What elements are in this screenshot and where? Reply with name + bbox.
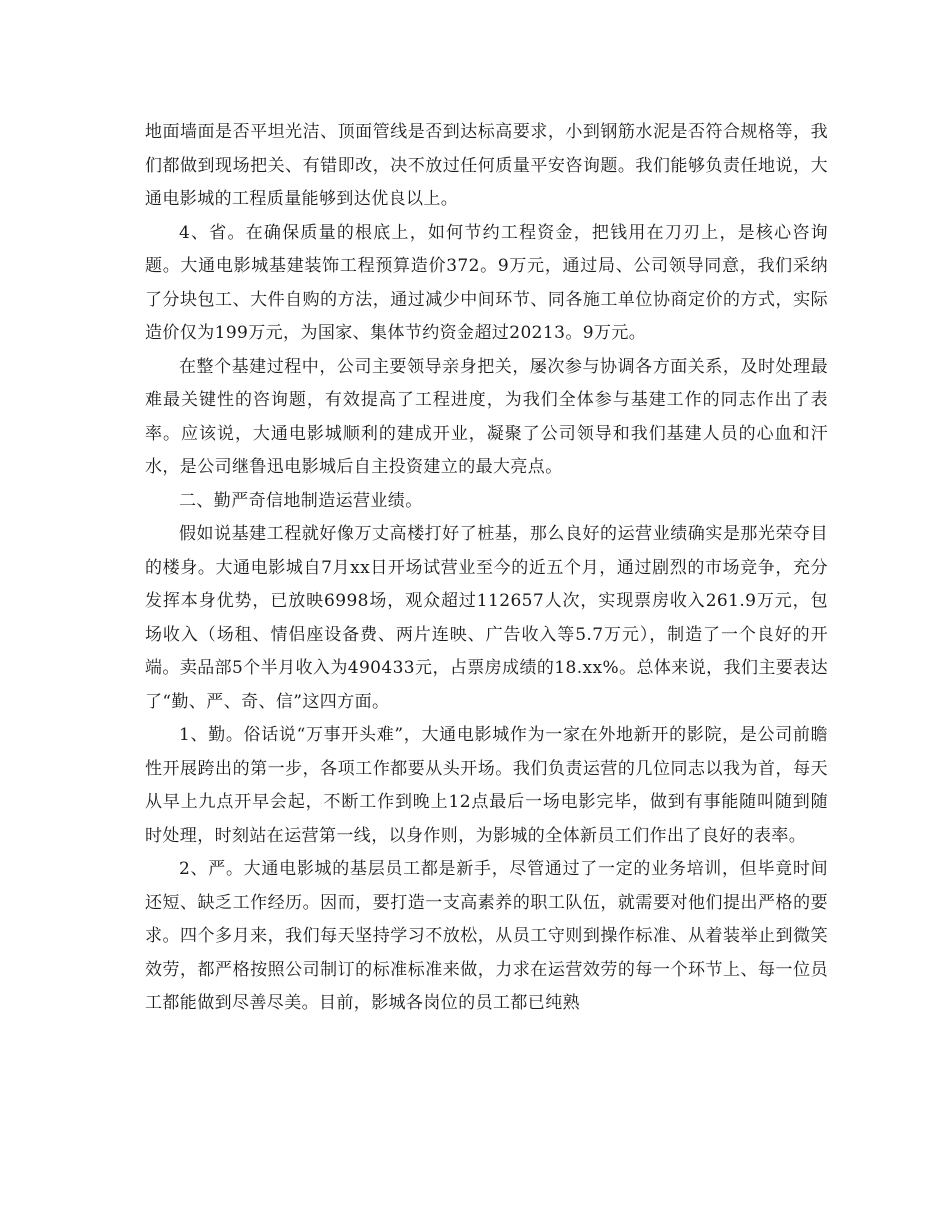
paragraph-7: 2、严。大通电影城的基层员工都是新手，尽管通过了一定的业务培训，但毕竟时间还短、缺乏工作经历。因而，要打造一支高素养的职工队伍，就需要对他们提出严格的要求。四个多月来，我们每天坚持学习不放松，从员工守则到操作标准、从着装举止到微笑效劳，都严格按照公司制订的标准标准来做，力求在运营效劳的每一个环节上、每一位员工都能做到尽善尽美。目前，影城各岗位的员工都已纯熟 (145, 859, 828, 1013)
paragraph-3: 在整个基建过程中，公司主要领导亲身把关，屡次参与协调各方面关系，及时处理最难最关键性的咨询题，有效提高了工程进度，为我们全体参与基建工作的同志作出了表率。应该说，大通电影城顺利的建成开业，凝聚了公司领导和我们基建人员的心血和汗水，是公司继鲁迅电影城后自主投资建立的最大亮点。 (145, 356, 828, 477)
section-heading: 二、勤严奇信地制造运营业绩。 (179, 490, 423, 511)
paragraph-6: 1、勤。俗话说“万事开头难”，大通电影城作为一家在外地新开的影院，是公司前瞻性开展跨出的第一步，各项工作都要从头开场。我们负责运营的几位同志以我为首，每天从早上九点开早会起，不断工作到晚上12点最后一场电影完毕，做到有事能随叫随到随时处理，时刻站在运营第一线，以身作则，为影城的全体新员工们作出了良好的表率。 (145, 725, 828, 846)
paragraph-2: 4、省。在确保质量的根底上，如何节约工程资金，把钱用在刀刃上，是核心咨询题。大通电影城基建装饰工程预算造价372。9万元，通过局、公司领导同意，我们采纳了分块包工、大件自购的方法，通过减少中间环节、同各施工单位协商定价的方式，实际造价仅为199万元，为国家、集体节约资金超过20213。9万元。 (145, 222, 828, 343)
paragraph-5: 假如说基建工程就好像万丈高楼打好了桩基，那么良好的运营业绩确实是那光荣夺目的楼身。大通电影城自7月xx日开场试营业至今的近五个月，通过剧烈的市场竞争，充分发挥本身优势，已放映6998场，观众超过112657人次，实现票房收入261.9万元，包场收入（场租、情侣座设备费、两片连映、广告收入等5.7万元），制造了一个良好的开端。卖品部5个半月收入为490433元，占票房成绩的18.xx%。总体来说，我们主要表达了“勤、严、奇、信”这四方面。 (145, 524, 828, 712)
document-body (145, 116, 828, 1021)
paragraph-1: 地面墙面是否平坦光洁、顶面管线是否到达标高要求，小到钢筋水泥是否符合规格等，我们都做到现场把关、有错即改，决不放过任何质量平安咨询题。我们能够负责任地说，大通电影城的工程质量能够到达优良以上。 (145, 122, 828, 209)
